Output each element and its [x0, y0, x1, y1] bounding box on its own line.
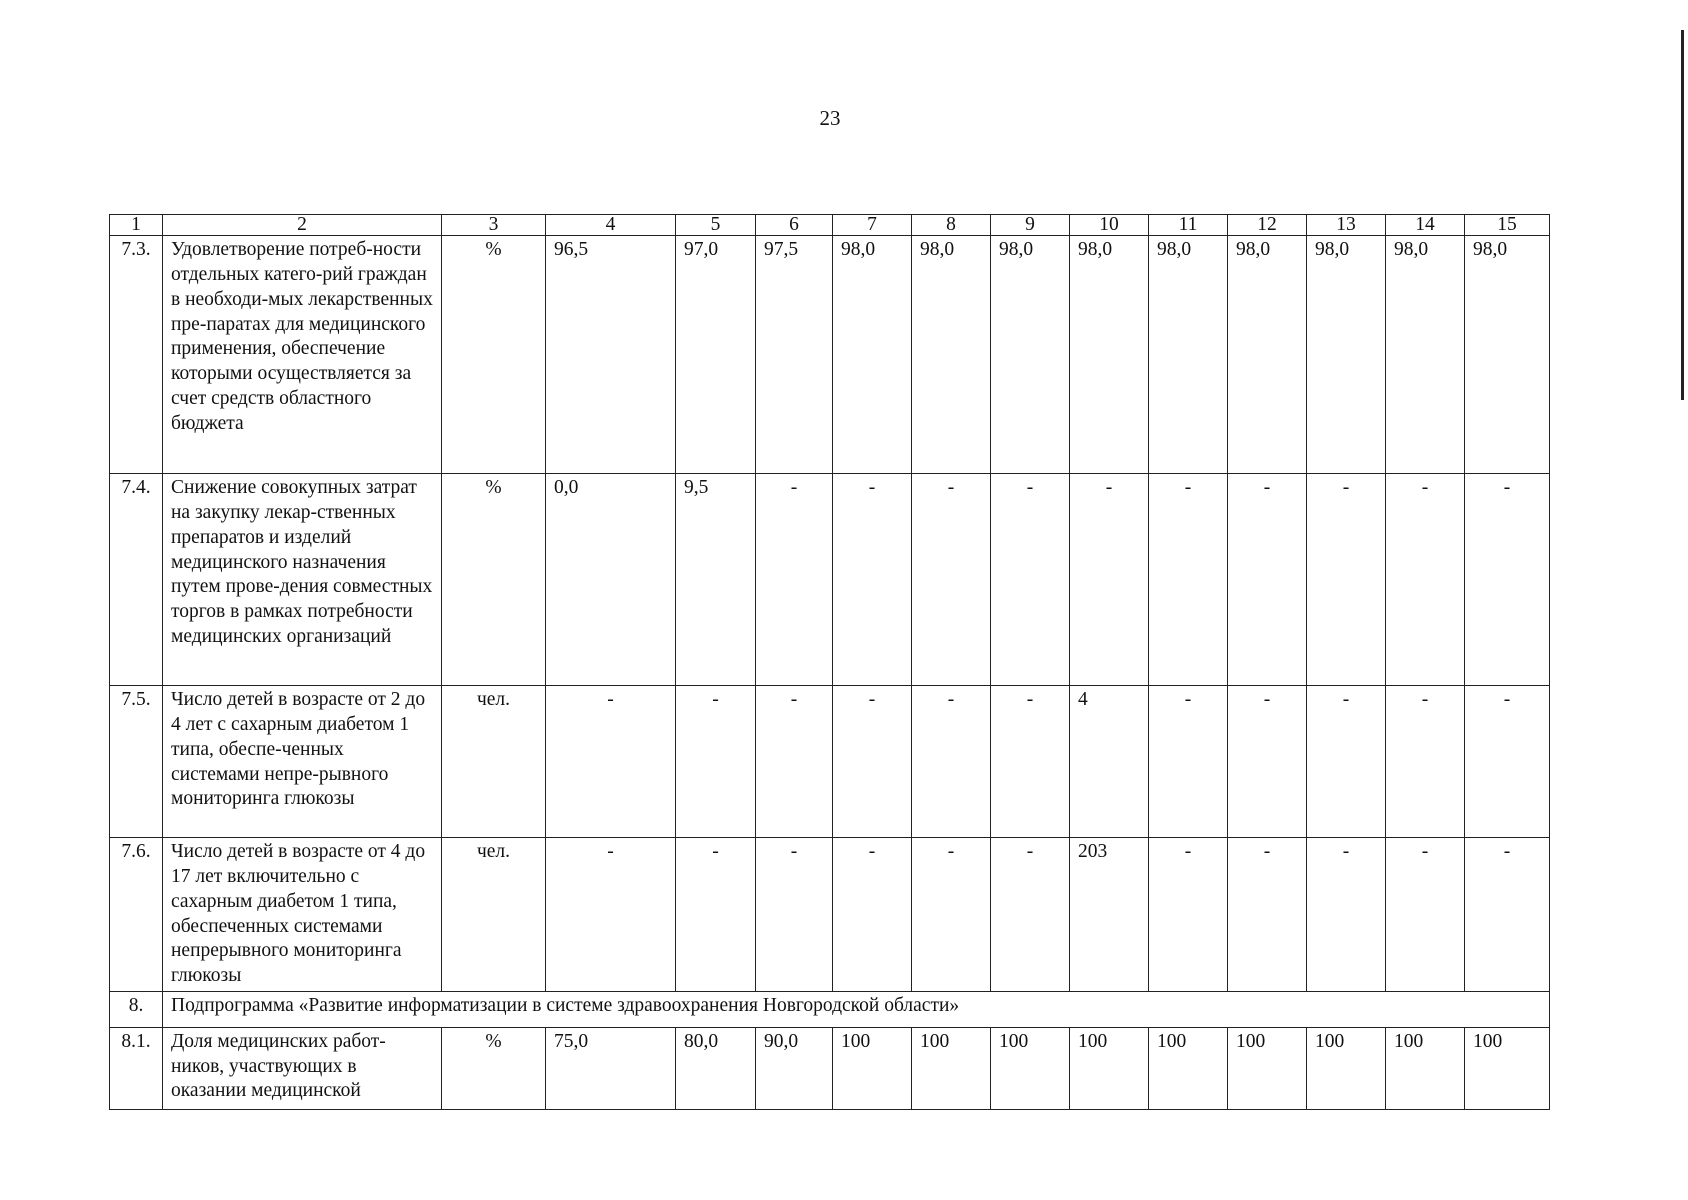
value-cell: -	[1386, 474, 1465, 686]
row-number: 7.5.	[110, 686, 163, 838]
value-cell: 100	[991, 1027, 1070, 1109]
value-cell: -	[1307, 838, 1386, 992]
value-cell: 90,0	[756, 1027, 833, 1109]
value-cell: 98,0	[1465, 236, 1550, 474]
column-header: 11	[1149, 215, 1228, 236]
indicator-name: Доля медицинских работ-ников, участвующих в оказании медицинской	[163, 1027, 442, 1109]
value-cell: -	[1070, 474, 1149, 686]
row-number: 7.3.	[110, 236, 163, 474]
value-cell: 98,0	[1228, 236, 1307, 474]
indicator-name: Снижение совокупных затрат на закупку лекар-ственных препаратов и изделий медицинского назначения путем прове-дения совместных торгов в рамках потребности медицинских организаций	[163, 474, 442, 686]
row-number: 7.4.	[110, 474, 163, 686]
scan-edge-rule	[1681, 30, 1684, 400]
column-header: 14	[1386, 215, 1465, 236]
table-row	[110, 236, 1550, 474]
value-cell: 98,0	[1070, 236, 1149, 474]
value-cell: 98,0	[991, 236, 1070, 474]
unit-cell: %	[442, 236, 546, 474]
value-cell: 100	[1307, 1027, 1386, 1109]
section-row	[110, 991, 1550, 1027]
value-cell: 97,5	[756, 236, 833, 474]
value-cell: -	[1386, 686, 1465, 838]
column-header: 5	[676, 215, 756, 236]
value-cell: 100	[1228, 1027, 1307, 1109]
value-cell: -	[912, 474, 991, 686]
indicator-name: Число детей в возрасте от 2 до 4 лет с сахарным диабетом 1 типа, обеспе-ченных системами непре-рывного мониторинга глюкозы	[163, 686, 442, 838]
value-cell: -	[912, 686, 991, 838]
value-cell: -	[991, 474, 1070, 686]
column-header: 2	[163, 215, 442, 236]
column-header: 8	[912, 215, 991, 236]
value-cell: 98,0	[1386, 236, 1465, 474]
section-title: Подпрограмма «Развитие информатизации в системе здравоохранения Новгородской области»	[163, 991, 1550, 1027]
table-row	[110, 474, 1550, 686]
indicators-table	[109, 214, 1550, 1110]
value-cell: -	[833, 686, 912, 838]
value-cell: 100	[1070, 1027, 1149, 1109]
value-cell: -	[1228, 686, 1307, 838]
value-cell: 100	[1386, 1027, 1465, 1109]
value-cell: 75,0	[546, 1027, 676, 1109]
value-cell: 4	[1070, 686, 1149, 838]
value-cell: 80,0	[676, 1027, 756, 1109]
column-header: 6	[756, 215, 833, 236]
value-cell: 0,0	[546, 474, 676, 686]
value-cell: -	[1465, 838, 1550, 992]
column-header: 7	[833, 215, 912, 236]
value-cell: 98,0	[1307, 236, 1386, 474]
indicator-name: Число детей в возрасте от 4 до 17 лет включительно с сахарным диабетом 1 типа, обеспеченных системами непрерывного мониторинга глюкозы	[163, 838, 442, 992]
unit-cell: %	[442, 1027, 546, 1109]
column-header: 1	[110, 215, 163, 236]
value-cell: -	[1307, 686, 1386, 838]
value-cell: -	[546, 838, 676, 992]
value-cell: -	[1465, 686, 1550, 838]
value-cell: 100	[1465, 1027, 1550, 1109]
table-row	[110, 838, 1550, 992]
value-cell: -	[912, 838, 991, 992]
value-cell: -	[991, 838, 1070, 992]
value-cell: -	[991, 686, 1070, 838]
value-cell: -	[756, 686, 833, 838]
page-number: 23	[819, 106, 841, 130]
value-cell: -	[1465, 474, 1550, 686]
value-cell: 100	[1149, 1027, 1228, 1109]
column-header: 13	[1307, 215, 1386, 236]
value-cell: -	[676, 686, 756, 838]
value-cell: 98,0	[833, 236, 912, 474]
value-cell: 203	[1070, 838, 1149, 992]
header-row	[110, 215, 1550, 236]
value-cell: -	[756, 838, 833, 992]
column-header: 15	[1465, 215, 1550, 236]
column-header: 4	[546, 215, 676, 236]
section-number: 8.	[110, 991, 163, 1027]
unit-cell: чел.	[442, 686, 546, 838]
value-cell: -	[546, 686, 676, 838]
value-cell: -	[1307, 474, 1386, 686]
value-cell: 98,0	[1149, 236, 1228, 474]
value-cell: -	[1149, 838, 1228, 992]
unit-cell: чел.	[442, 838, 546, 992]
value-cell: 98,0	[912, 236, 991, 474]
indicator-name: Удовлетворение потреб-ности отдельных катего-рий граждан в необходи-мых лекарственных пре-паратах для медицинского применения, обеспечение которыми осуществляется за счет средств областного бюджета	[163, 236, 442, 474]
value-cell: -	[1228, 838, 1307, 992]
table-row	[110, 1027, 1550, 1109]
unit-cell: %	[442, 474, 546, 686]
value-cell: -	[1228, 474, 1307, 686]
value-cell: -	[1149, 474, 1228, 686]
value-cell: 96,5	[546, 236, 676, 474]
column-header: 12	[1228, 215, 1307, 236]
value-cell: -	[833, 474, 912, 686]
value-cell: -	[756, 474, 833, 686]
value-cell: 9,5	[676, 474, 756, 686]
column-header: 3	[442, 215, 546, 236]
value-cell: 100	[833, 1027, 912, 1109]
table-row	[110, 686, 1550, 838]
row-number: 7.6.	[110, 838, 163, 992]
value-cell: 100	[912, 1027, 991, 1109]
column-header: 9	[991, 215, 1070, 236]
value-cell: -	[1386, 838, 1465, 992]
value-cell: -	[1149, 686, 1228, 838]
row-number: 8.1.	[110, 1027, 163, 1109]
value-cell: -	[833, 838, 912, 992]
value-cell: 97,0	[676, 236, 756, 474]
value-cell: -	[676, 838, 756, 992]
column-header: 10	[1070, 215, 1149, 236]
